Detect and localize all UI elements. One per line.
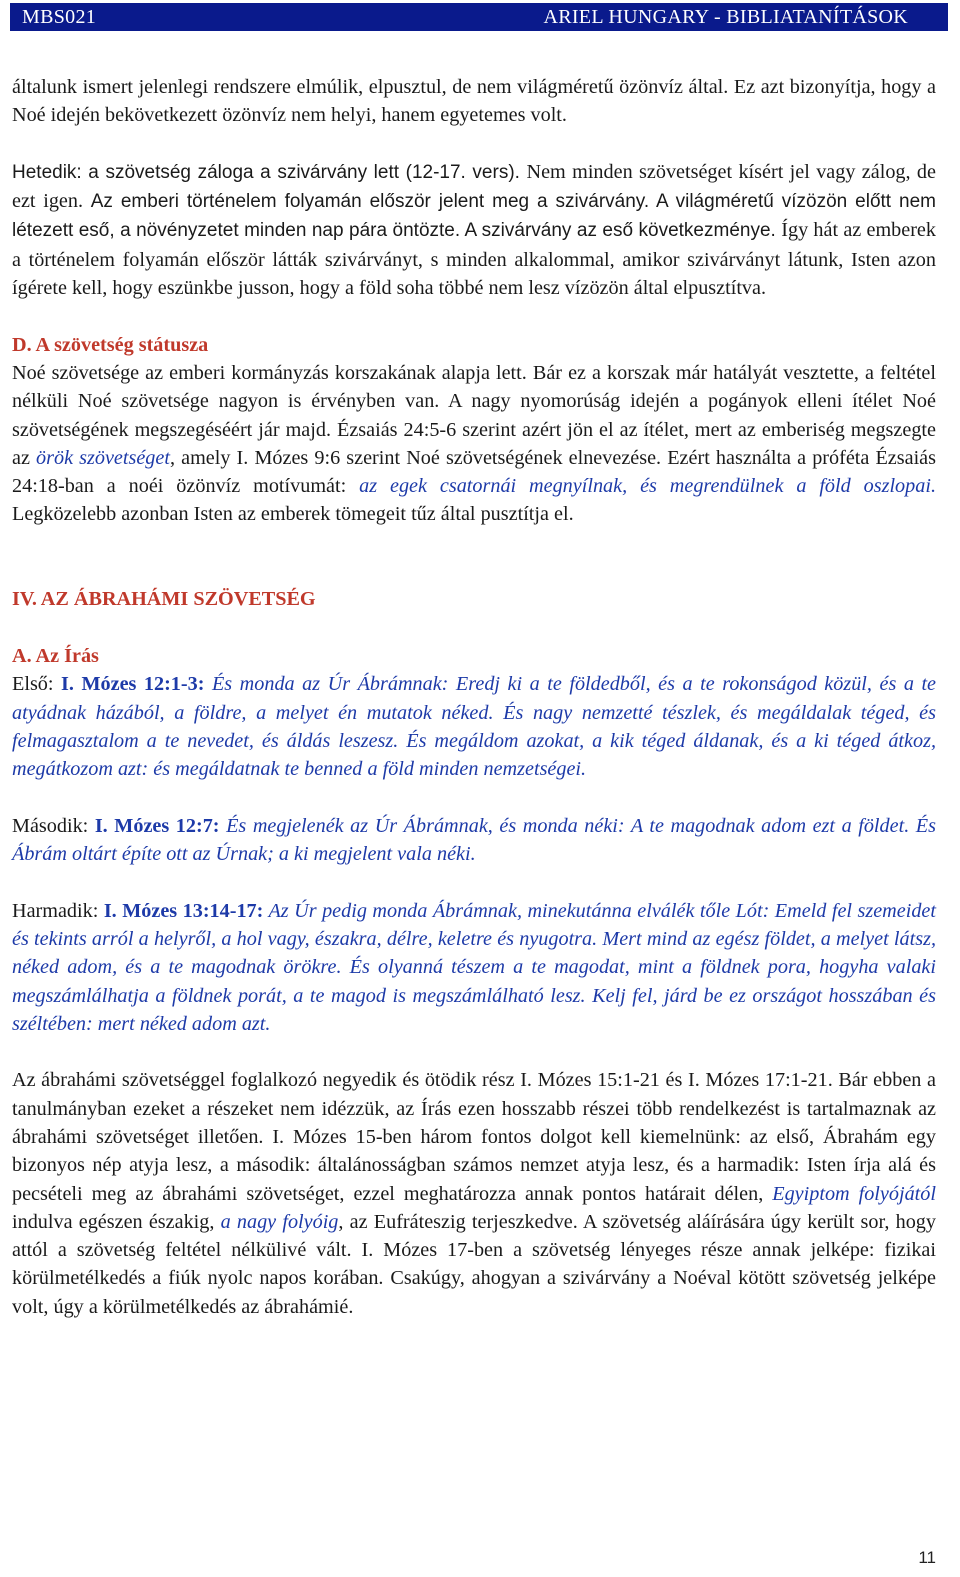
paragraph-seventh (12, 158, 936, 302)
document-body (12, 73, 936, 1321)
first-quote: És monda az Úr Ábrámnak: Eredj ki a te földedből, és a te rokonságod közül, és a te atyádnak házából, a földre, a melyet én mutatok néked. És nagy nemzetté tészlek, és megáldalak téged, és felmagasztalom a te nevedet, és áldás leszesz. És megáldom azokat, a kik téged áldanak, és a ki téged átkoz, megátkozom azt: és megáldatnak te benned a föld minden nemzetségei. (12, 673, 937, 781)
section-d-text-1: Noé szövetsége az emberi kormányzás korszakának alapja lett. Bár ez a korszak már hatályát vesztette, a feltétel nélküli Noé szövetsége nagyon is érvényben van. A nagy nyomorúság idején a pogányok elleni ítélet Noé szövetségének megszegéséért jár majd. Ézsaiás 24:5-6 szerint azért jön el az ítélet, mert az emberiség megszegte az (12, 361, 936, 469)
third-quote: Az Úr pedig monda Ábrámnak, minekutánna elválék tőle Lót: Emeld fel szemeidet és tekints arról a helyről, a hol vagy, északra, délre, keletre és nyugotra. Mert mind az egész földet, a melyet látsz, néked adom, és a te magodnak örökre. És olyanná tészem a te magodat, mint a földnek pora, hogyha valaki megszámlálhatja a földnek porát, a te magod is megszámlálható lesz. Kelj fel, járd be ez országot hosszában és széltében: mert néked adom azt. (12, 899, 936, 1035)
section-d-text-3: Legközelebb azonban Isten az emberek tömegeit tűz által pusztítja el. (12, 503, 574, 526)
paragraph-section-d (12, 359, 936, 529)
summary-text-1: Az ábrahámi szövetséggel foglalkozó negyedik és ötödik rész I. Mózes 15:1-21 és I. Mózes 17:1-21. Bár ebben a tanulmányban ezeket a részeket nem idézzük, az Írás ezen hosszabb részei több rendelkezést is tartalmaznak az ábrahámi szövetséget illetően. I. Mózes 15-ben három fontos dolgot kell kiemelnünk: az első, Ábrahám egy bizonyos nép atyja lesz, a második: általánosságban számos nemzet atyja lesz, és a harmadik: Isten írja alá és pecsételi meg az ábrahámi szövetséget, ezzel meghatározza annak pontos határait délen, (12, 1069, 936, 1205)
paragraph-first-scripture (12, 670, 936, 783)
summary-text-3: , az Eufráteszig terjeszkedve. A szövetség aláírására úgy került sor, hogy attól a szövetség feltétel nélkülivé vált. I. Mózes 17-ben a szövetség lényeges része annak jelképe: fizikai körülmetélkedés a fiúk nyolc napos korában. Csakúgy, ahogyan a szivárvány a Noéval kötött szövetség jelképe volt, úgy a körülmetélkedés az ábrahámié. (12, 1210, 936, 1318)
header-title: ARIEL HUNGARY - BIBLIATANÍTÁSOK (543, 5, 908, 28)
seventh-lead: Hetedik: a szövetség záloga a szivárvány lett (12-17. vers). (12, 161, 527, 183)
seventh-text-2: Az emberi történelem folyamán először jelent meg a szivárvány. A világméretű vízözön előtt nem létezett eső, a növényzetet minden nap pára öntözte. A szivárvány az eső következménye. (12, 191, 936, 242)
seventh-text-1: Nem minden szövetséget kísért jel vagy zálog, de ezt igen. (12, 160, 936, 213)
paragraph-intro: általunk ismert jelenlegi rendszere elmúlik, elpusztul, de nem világméretű özönvíz által. Ez azt bizonyítja, hogy a Noé idején bekövetkezett özönvíz nem helyi, hanem egyetemes volt. (12, 76, 936, 127)
paragraph-second-scripture (12, 812, 936, 869)
summary-quote-great-river: a nagy folyóig (220, 1210, 339, 1233)
section-d-quote-eternal-covenant: örök szövetséget (36, 446, 170, 469)
section-d-heading: D. A szövetség státusza (12, 333, 209, 356)
paragraph-third-scripture (12, 897, 936, 1038)
section-d-text-2: , amely I. Mózes 9:6 szerint Noé szövetségének elnevezése. Ezért használta a próféta Ézsaiás 24:18-ban a noéi özönvíz motívumát: (12, 446, 936, 498)
second-reference: I. Mózes 12:7: (94, 814, 220, 837)
header-doc-code: MBS021 (22, 5, 97, 28)
subsection-a-heading: A. Az Írás (12, 644, 99, 667)
section-iv-heading: IV. AZ ÁBRAHÁMI SZÖVETSÉG (12, 588, 316, 611)
page-header (10, 3, 948, 31)
summary-text-2: indulva egészen északig, (12, 1210, 221, 1233)
second-quote: És megjelenék az Úr Ábrámnak, és monda néki: A te magodnak adom ezt a földet. És Ábrám oltárt építe ott az Úrnak; a ki megjelent vala néki. (12, 814, 936, 866)
section-d-quote-isaiah: az egek csatornái megnyílnak, és megrendülnek a föld oszlopai. (359, 475, 936, 498)
summary-quote-river-egypt: Egyiptom folyójától (772, 1182, 936, 1205)
first-label: Első: (12, 673, 62, 696)
seventh-text-3: Így hát az emberek a történelem folyamán először látták szivárványt, s minden alkalommal, amikor szivárványt látunk, Isten azon ígérete kell, hogy eszünkbe jusson, hogy a föld soha többé nem lesz vízözön által elpusztítva. (12, 219, 936, 300)
second-label: Második: (12, 814, 95, 837)
paragraph-abrahamic-summary (12, 1066, 936, 1321)
third-reference: I. Mózes 13:14-17: (103, 899, 264, 922)
page-number: 11 (918, 1548, 936, 1567)
third-label: Harmadik: (12, 899, 104, 922)
first-reference: I. Mózes 12:1-3: (61, 673, 205, 696)
